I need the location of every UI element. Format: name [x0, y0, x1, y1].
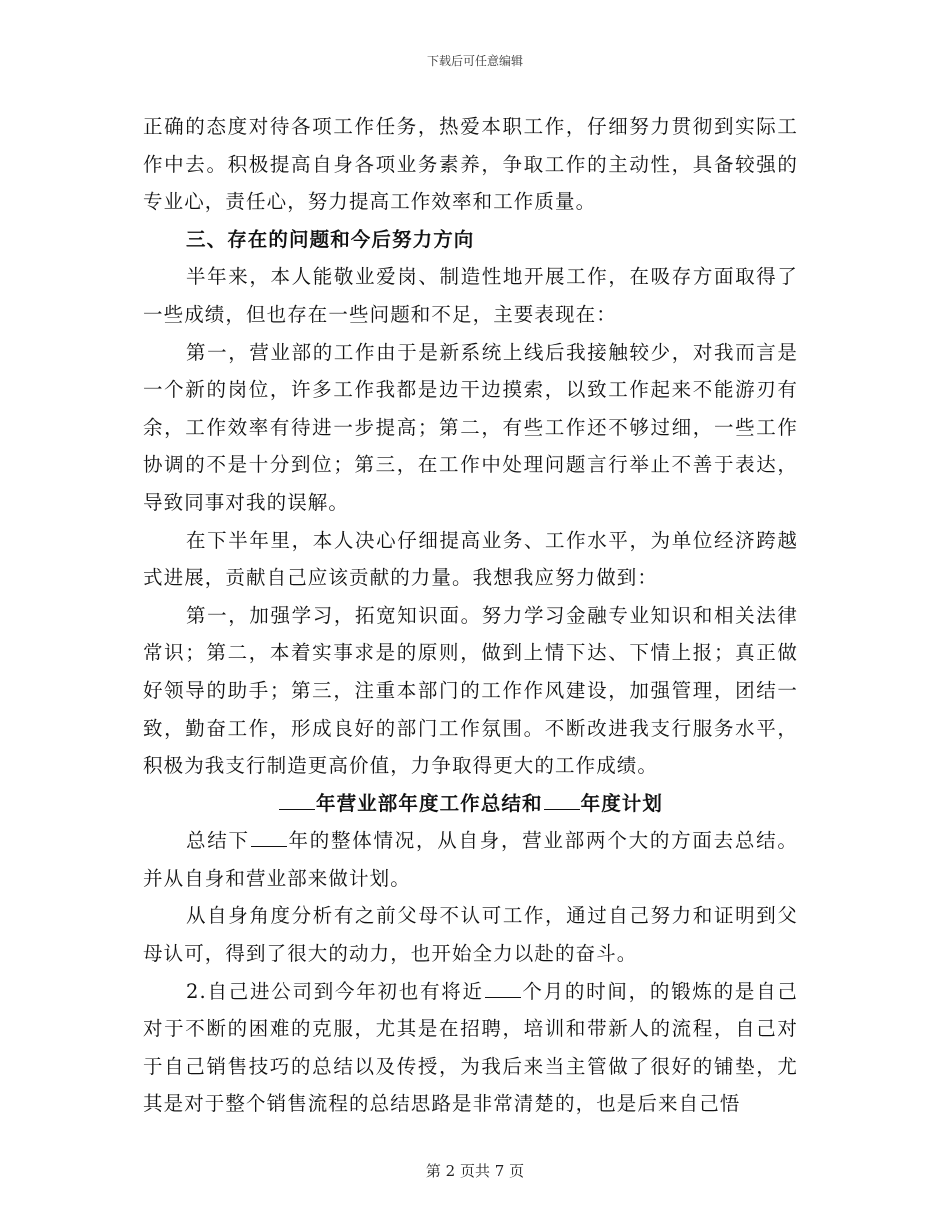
paragraph-8-blank: [485, 979, 521, 998]
paragraph-5: 第一，加强学习，拓宽知识面。努力学习金融专业知识和相关法律常识；第二，本着实事求是的原则，做到上情下达、下情上报；真正做好领导的助手；第三，注重本部门的工作作风建设，加强管理，团结一致，勤奋工作，形成良好的部门工作氛围。不断改进我支行服务水平，积极为我支行制造更高价值，力争取得更大的工作成绩。: [143, 603, 798, 778]
section-heading: 三、存在的问题和今后努力方向: [186, 227, 475, 251]
document-title: [143, 785, 798, 823]
document-body: [143, 108, 798, 1123]
title-blank-2: [544, 791, 580, 810]
paragraph-7: 从自身角度分析有之前父母不认可工作，通过自己努力和证明到父母认可，得到了很大的动力，也开始全力以赴的奋斗。: [143, 904, 798, 966]
page-footer: 第 2 页共 7 页: [425, 1162, 525, 1180]
paragraph-8-part-2: 个月的时间，的锻炼的是自己对于不断的困难的克服，尤其是在招聘，培训和带新人的流程，自己对于自己销售技巧的总结以及传授，为我后来当主管做了很好的铺垫，尤其是对于整个销售流程的总结思路是非常清楚的，也是后来自己悟: [143, 979, 798, 1116]
paragraph-8: [143, 973, 798, 1123]
title-blank-1: [279, 791, 315, 810]
paragraph-6-blank: [251, 828, 287, 847]
paragraph-3: 第一，营业部的工作由于是新系统上线后我接触较少，对我而言是一个新的岗位，许多工作我都是边干边摸索，以致工作起来不能游刃有余，工作效率有待进一步提高；第二，有些工作还不够过细，一些工作协调的不是十分到位；第三，在工作中处理问题言行举止不善于表达，导致同事对我的误解。: [143, 340, 798, 514]
paragraph-6: [143, 822, 798, 897]
title-part-2: 年度计划: [580, 791, 663, 815]
paragraph-4: 在下半年里，本人决心仔细提高业务、工作水平，为单位经济跨越式进展，贡献自己应该贡献的力量。我想我应努力做到：: [143, 528, 798, 590]
paragraph-2: 半年来，本人能敬业爱岗、制造性地开展工作，在吸存方面取得了一些成绩，但也存在一些问题和不足，主要表现在：: [143, 265, 798, 326]
paragraph-1: 正确的态度对待各项工作任务，热爱本职工作，仔细努力贯彻到实际工作中去。积极提高自身各项业务素养，争取工作的主动性，具备较强的专业心，责任心，努力提高工作效率和工作质量。: [143, 115, 798, 214]
title-part-1: 年营业部年度工作总结和: [315, 791, 543, 815]
paragraph-6-part-1: 总结下: [186, 829, 250, 853]
paragraph-8-part-1: 2.自己进公司到今年初也有将近: [186, 979, 484, 1003]
paragraph-6-part-2: 年的整体情况，从自身，营业部两个大的方面去总结。并从自身和营业部来做计划。: [143, 829, 798, 890]
page-header: 下载后可任意编辑: [426, 54, 523, 68]
